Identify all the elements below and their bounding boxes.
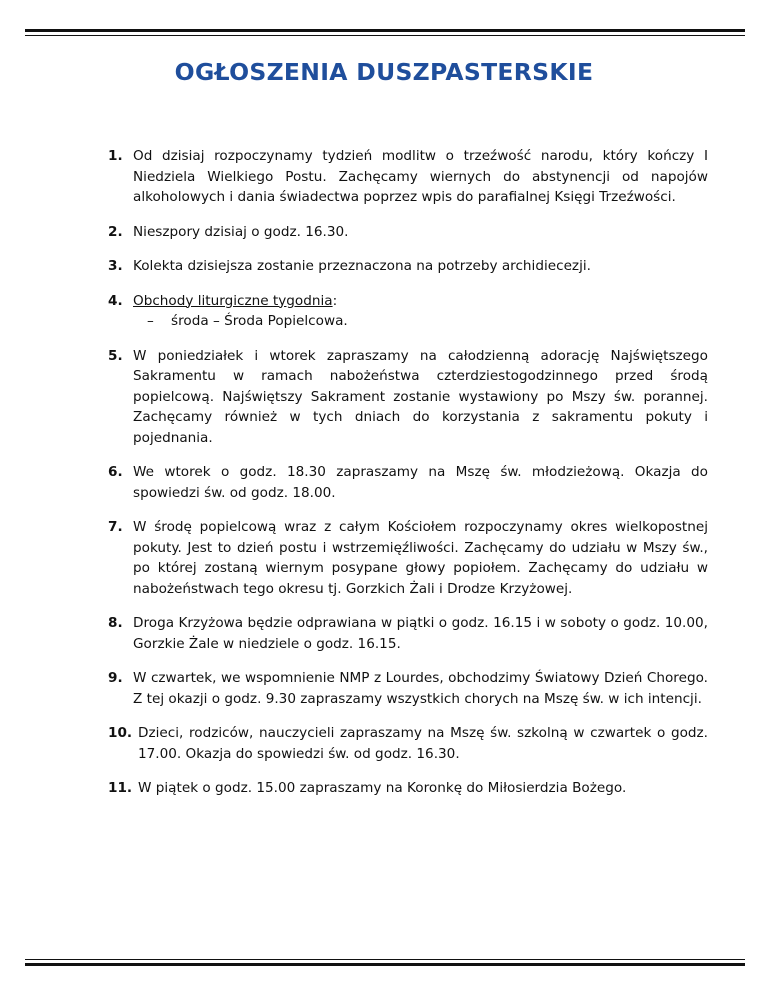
announcement-1: 1. Od dzisiaj rozpoczynamy tydzień modlitw o trzeźwość narodu, który kończy I Niedziela Wielkiego Postu. Zachęcamy wiernych do abstynencji od napojów alkoholowych i dania świadectwa poprzez wpis do parafialnej Księgi Trzeźwości. xyxy=(108,148,708,205)
announcement-text: Od dzisiaj rozpoczynamy tydzień modlitw o trzeźwość narodu, który kończy I Niedziela Wielkiego Postu. Zachęcamy wiernych do abstynencji od napojów alkoholowych i dania świadectwa poprzez wpis do parafialnej Księgi Trzeźwości. xyxy=(133,148,708,205)
announcement-6: 6. We wtorek o godz. 18.30 zapraszamy na Mszę św. młodzieżową. Okazja do spowiedzi św. od godz. 18.00. xyxy=(108,464,708,501)
announcement-9: 9. W czwartek, we wspomnienie NMP z Lourdes, obchodzimy Światowy Dzień Chorego. Z tej okazji o godz. 9.30 zapraszamy wszystkich chorych na Mszę św. w ich intencji. xyxy=(108,670,708,707)
announcement-text: Droga Krzyżowa będzie odprawiana w piątki o godz. 16.15 i w soboty o godz. 10.00, Gorzkie Żale w niedziele o godz. 16.15. xyxy=(133,615,708,652)
liturgy-heading: Obchody liturgiczne tygodnia xyxy=(133,292,333,309)
liturgy-subitem: – środa – Środa Popielcowa. xyxy=(147,311,708,332)
announcement-text: W środę popielcową wraz z całym Kościołem rozpoczynamy okres wielkopostnej pokuty. Jest to dzień postu i wstrzemięźliwości. Zachęcamy do udziału w Mszy św., po której zostaną wiernym posypane głowy popiołem. Zachęcamy do udziału w nabożeństwach tego okresu tj. Gorzkich Żali i Drodze Krzyżowej. xyxy=(133,519,708,597)
announcement-8: 8. Droga Krzyżowa będzie odprawiana w piątki o godz. 16.15 i w soboty o godz. 10.00, Gorzkie Żale w niedziele o godz. 16.15. xyxy=(108,615,708,652)
announcement-4: 4. Obchody liturgiczne tygodnia: – środa – Środa Popielcowa. xyxy=(108,291,708,332)
announcement-text: We wtorek o godz. 18.30 zapraszamy na Mszę św. młodzieżową. Okazja do spowiedzi św. od godz. 18.00. xyxy=(133,464,708,501)
announcement-text: Nieszpory dzisiaj o godz. 16.30. xyxy=(133,223,349,240)
dash-bullet: – xyxy=(147,313,154,329)
bottom-double-rule xyxy=(25,959,745,966)
top-double-rule xyxy=(25,29,745,36)
announcement-10: 10. Dzieci, rodziców, nauczycieli zapraszamy na Mszę św. szkolną w czwartek o godz. 17.00. Okazja do spowiedzi św. od godz. 16.30. xyxy=(108,725,708,762)
announcement-text: Dzieci, rodziców, nauczycieli zapraszamy na Mszę św. szkolną w czwartek o godz. 17.00. Okazja do spowiedzi św. od godz. 16.30. xyxy=(138,725,708,762)
page-title: OGŁOSZENIA DUSZPASTERSKIE xyxy=(174,58,594,86)
announcement-11: 11. W piątek o godz. 15.00 zapraszamy na Koronkę do Miłosierdzia Bożego. xyxy=(108,780,627,796)
announcement-7: 7. W środę popielcową wraz z całym Kościołem rozpoczynamy okres wielkopostnej pokuty. Jest to dzień postu i wstrzemięźliwości. Zachęcamy do udziału w Mszy św., po której zostaną wiernym posypane głowy popiołem. Zachęcamy do udziału w nabożeństwach tego okresu tj. Gorzkich Żali i Drodze Krzyżowej. xyxy=(108,519,708,597)
announcement-2: 2. Nieszpory dzisiaj o godz. 16.30. xyxy=(108,223,349,240)
announcement-text: W czwartek, we wspomnienie NMP z Lourdes, obchodzimy Światowy Dzień Chorego. Z tej okazji o godz. 9.30 zapraszamy wszystkich chorych na Mszę św. w ich intencji. xyxy=(133,670,708,707)
announcement-text: Kolekta dzisiejsza zostanie przeznaczona na potrzeby archidiecezji. xyxy=(133,258,591,274)
announcement-5: 5. W poniedziałek i wtorek zapraszamy na całodzienną adorację Najświętszego Sakramentu w ramach nabożeństwa czterdziestogodzinnego przed środą popielcową. Najświętszy Sakrament zostanie wystawiony po Mszy św. porannej. Zachęcamy również w tych dniach do korzystania z sakramentu pokuty i pojednania. xyxy=(108,347,708,446)
announcement-text: W piątek o godz. 15.00 zapraszamy na Koronkę do Miłosierdzia Bożego. xyxy=(138,780,627,796)
announcement-3: 3. Kolekta dzisiejsza zostanie przeznaczona na potrzeby archidiecezji. xyxy=(108,258,591,274)
announcements-list xyxy=(108,146,708,813)
announcement-text: W poniedziałek i wtorek zapraszamy na całodzienną adorację Najświętszego Sakramentu w ramach nabożeństwa czterdziestogodzinnego przed środą popielcową. Najświętszy Sakrament zostanie wystawiony po Mszy św. porannej. Zachęcamy również w tych dniach do korzystania z sakramentu pokuty i pojednania. xyxy=(133,347,708,446)
